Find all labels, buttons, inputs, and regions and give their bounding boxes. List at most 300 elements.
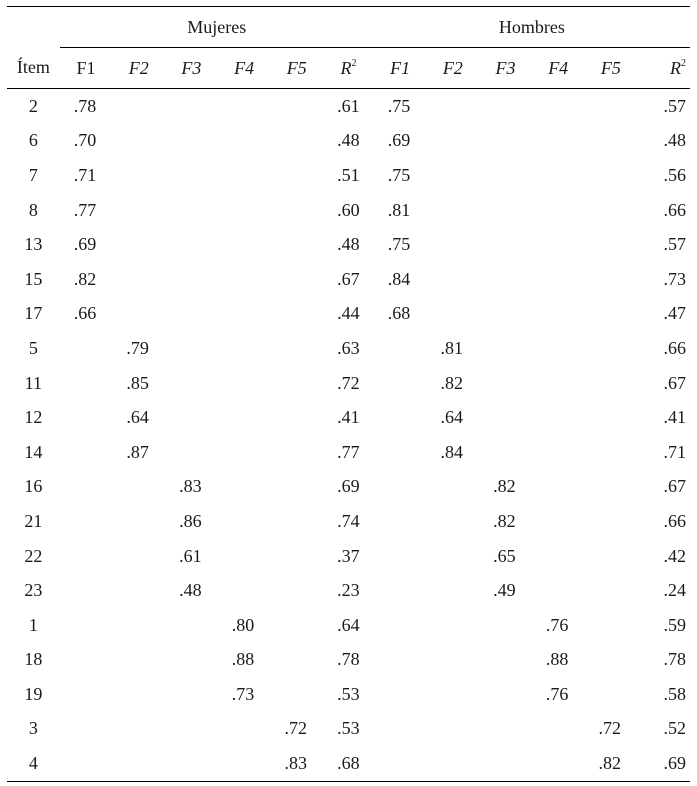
men-f1-cell xyxy=(374,366,427,401)
table-row xyxy=(7,124,690,159)
women-f3-cell xyxy=(165,227,218,262)
men-f4-cell xyxy=(532,746,585,781)
women-f2-cell xyxy=(112,89,165,124)
women-f3-cell xyxy=(165,193,218,228)
women-f5-cell: .83 xyxy=(284,753,307,774)
women-f4-cell xyxy=(218,573,271,608)
women-f1-cell xyxy=(60,643,113,678)
men-r2-cell: .24 xyxy=(663,580,686,601)
men-f5-cell xyxy=(585,331,638,366)
women-f2-cell xyxy=(112,712,165,747)
men-f4-cell xyxy=(532,504,585,539)
men-f2-cell xyxy=(426,470,479,505)
women-r2-cell: .68 xyxy=(337,753,360,774)
men-f4-cell xyxy=(532,297,585,332)
men-f4-cell xyxy=(532,366,585,401)
men-f4-cell xyxy=(532,539,585,574)
women-f5-cell xyxy=(270,677,323,712)
men-f1-cell: .75 xyxy=(387,164,411,185)
men-f1-cell xyxy=(374,539,427,574)
men-f5-cell: .72 xyxy=(598,718,622,739)
women-f4-cell xyxy=(218,227,271,262)
men-f1-cell xyxy=(374,712,427,747)
item-number: 5 xyxy=(28,337,38,358)
men-f5-cell xyxy=(585,124,638,159)
women-f1-cell xyxy=(60,470,113,505)
women-r2-cell: .72 xyxy=(337,372,360,393)
table-row xyxy=(7,643,690,678)
women-f4-cell: .80 xyxy=(231,614,255,635)
men-f4-cell xyxy=(532,331,585,366)
men-f3-cell: .82 xyxy=(493,510,516,531)
men-f4-cell xyxy=(532,262,585,297)
men-f2-cell xyxy=(426,124,479,159)
women-f3-cell xyxy=(165,746,218,781)
women-f4-cell: .73 xyxy=(231,683,255,704)
group-header-men: Hombres xyxy=(374,7,690,48)
women-f3-cell: .61 xyxy=(179,545,202,566)
item-number: 13 xyxy=(24,234,43,255)
men-f2-cell xyxy=(426,89,479,124)
table-row xyxy=(7,470,690,505)
women-r2-cell: .37 xyxy=(337,545,360,566)
men-f2-cell xyxy=(426,712,479,747)
women-f4-cell xyxy=(218,746,271,781)
women-f4-cell xyxy=(218,435,271,470)
men-f1-cell: .75 xyxy=(387,234,411,255)
women-f2-cell xyxy=(112,504,165,539)
women-f5-cell xyxy=(270,89,323,124)
table-row xyxy=(7,227,690,262)
item-number: 16 xyxy=(24,476,43,497)
column-header-row xyxy=(7,48,690,89)
women-f1-cell: .69 xyxy=(73,234,97,255)
item-number: 22 xyxy=(24,545,43,566)
men-f4-cell: .88 xyxy=(545,649,569,670)
men-f1-cell xyxy=(374,435,427,470)
table-row xyxy=(7,366,690,401)
women-f5-cell xyxy=(270,227,323,262)
men-r2-cell: .67 xyxy=(663,372,686,393)
women-r2-cell: .74 xyxy=(337,510,360,531)
men-f4-cell: .76 xyxy=(545,683,569,704)
table-row xyxy=(7,435,690,470)
women-r2-cell: .51 xyxy=(337,164,360,185)
men-r2-cell: .42 xyxy=(663,545,686,566)
women-f2-cell: .64 xyxy=(126,407,149,428)
women-f2-cell: .79 xyxy=(126,337,149,358)
women-f2-cell xyxy=(112,608,165,643)
men-f4-cell: .76 xyxy=(545,614,569,635)
men-f4-cell xyxy=(532,193,585,228)
men-f4-cell xyxy=(532,435,585,470)
men-f4-cell xyxy=(532,124,585,159)
women-f3-cell xyxy=(165,608,218,643)
men-f2-cell: .64 xyxy=(440,407,463,428)
men-r2-cell: .69 xyxy=(663,753,686,774)
table-row xyxy=(7,331,690,366)
women-f2-cell xyxy=(112,297,165,332)
women-f1-cell xyxy=(60,400,113,435)
item-number: 12 xyxy=(24,407,43,428)
men-f1-cell: .75 xyxy=(387,95,411,116)
men-f4-cell xyxy=(532,470,585,505)
women-f4-cell xyxy=(218,262,271,297)
men-f3-cell xyxy=(479,262,532,297)
women-f2-cell xyxy=(112,470,165,505)
women-f3-cell xyxy=(165,400,218,435)
women-f4-cell xyxy=(218,539,271,574)
women-f5-cell xyxy=(270,262,323,297)
men-f1-cell xyxy=(374,470,427,505)
women-f4-cell xyxy=(218,89,271,124)
men-f5-cell xyxy=(585,262,638,297)
women-f4-cell xyxy=(218,158,271,193)
women-r2-cell: .60 xyxy=(337,199,360,220)
men-f2-cell xyxy=(426,643,479,678)
women-f1-cell xyxy=(60,366,113,401)
women-f5-cell xyxy=(270,643,323,678)
men-f3-cell xyxy=(479,124,532,159)
item-number: 23 xyxy=(24,580,43,601)
header-women-r2 xyxy=(323,48,374,89)
women-f2-cell xyxy=(112,573,165,608)
women-f5-cell xyxy=(270,573,323,608)
men-r2-cell: .71 xyxy=(663,441,686,462)
men-f3-cell xyxy=(479,366,532,401)
men-f3-cell xyxy=(479,746,532,781)
women-f2-cell xyxy=(112,746,165,781)
women-f5-cell xyxy=(270,124,323,159)
factor-loadings-table xyxy=(7,6,690,782)
women-f1-cell xyxy=(60,746,113,781)
women-f5-cell xyxy=(270,366,323,401)
women-f3-cell xyxy=(165,677,218,712)
women-f2-cell xyxy=(112,193,165,228)
women-f3-cell xyxy=(165,262,218,297)
women-f3-cell xyxy=(165,124,218,159)
women-f4-cell: .88 xyxy=(231,649,255,670)
men-f2-cell xyxy=(426,677,479,712)
table-row xyxy=(7,297,690,332)
women-f3-cell: .83 xyxy=(179,476,202,497)
women-f5-cell xyxy=(270,539,323,574)
men-f3-cell xyxy=(479,712,532,747)
men-f5-cell xyxy=(585,158,638,193)
men-f5-cell xyxy=(585,539,638,574)
table-row xyxy=(7,193,690,228)
women-f1-cell xyxy=(60,504,113,539)
item-number: 18 xyxy=(24,649,43,670)
women-f5-cell xyxy=(270,435,323,470)
women-f5-cell xyxy=(270,158,323,193)
women-f3-cell: .86 xyxy=(179,510,202,531)
men-r2-cell: .47 xyxy=(663,303,686,324)
women-f1-cell xyxy=(60,539,113,574)
men-r2-cell: .57 xyxy=(663,234,686,255)
women-r2-cell: .41 xyxy=(337,407,360,428)
men-r2-cell: .57 xyxy=(663,95,686,116)
men-f1-cell: .68 xyxy=(387,303,411,324)
men-f5-cell xyxy=(585,366,638,401)
table-row xyxy=(7,89,690,124)
women-f1-cell: .77 xyxy=(73,199,97,220)
header-men-f3: F3 xyxy=(495,57,516,78)
item-number: 8 xyxy=(28,199,38,220)
men-f5-cell xyxy=(585,89,638,124)
women-f4-cell xyxy=(218,504,271,539)
women-f1-cell: .70 xyxy=(73,130,97,151)
men-f2-cell xyxy=(426,227,479,262)
men-f5-cell xyxy=(585,193,638,228)
women-f2-cell: .85 xyxy=(126,372,149,393)
men-r2-cell: .58 xyxy=(663,683,686,704)
men-f3-cell xyxy=(479,193,532,228)
women-r2-cell: .23 xyxy=(337,580,360,601)
table-body xyxy=(7,89,690,782)
header-men-f2: F2 xyxy=(442,57,463,78)
header-men-f4: F4 xyxy=(548,57,569,78)
men-f5-cell xyxy=(585,470,638,505)
men-r2-cell: .78 xyxy=(663,649,686,670)
men-f3-cell xyxy=(479,400,532,435)
women-r2-cell: .53 xyxy=(337,683,360,704)
women-f4-cell xyxy=(218,297,271,332)
men-r2-cell: .59 xyxy=(663,614,686,635)
men-r2-cell: .73 xyxy=(663,268,686,289)
women-r2-cell: .48 xyxy=(337,130,360,151)
table-row xyxy=(7,573,690,608)
item-number: 3 xyxy=(28,718,38,739)
item-number: 21 xyxy=(24,510,43,531)
item-number: 15 xyxy=(24,268,43,289)
women-f1-cell xyxy=(60,608,113,643)
men-f4-cell xyxy=(532,227,585,262)
women-f3-cell xyxy=(165,297,218,332)
women-f1-cell xyxy=(60,331,113,366)
men-f2-cell: .82 xyxy=(440,372,463,393)
women-f4-cell xyxy=(218,712,271,747)
women-f2-cell xyxy=(112,643,165,678)
men-f2-cell xyxy=(426,297,479,332)
header-women-r2-r: R xyxy=(340,57,352,78)
table-row xyxy=(7,158,690,193)
item-number: 14 xyxy=(24,441,43,462)
table-row xyxy=(7,400,690,435)
women-f5-cell xyxy=(270,608,323,643)
men-f3-cell xyxy=(479,435,532,470)
item-number: 1 xyxy=(28,614,38,635)
women-f2-cell xyxy=(112,539,165,574)
table-row xyxy=(7,262,690,297)
men-r2-cell: .48 xyxy=(663,130,686,151)
women-f1-cell xyxy=(60,677,113,712)
men-f1-cell xyxy=(374,331,427,366)
men-f5-cell xyxy=(585,677,638,712)
women-f1-cell xyxy=(60,573,113,608)
men-f5-cell xyxy=(585,435,638,470)
men-f2-cell: .84 xyxy=(440,441,463,462)
group-header-row xyxy=(7,7,690,48)
men-f3-cell xyxy=(479,331,532,366)
group-header-blank xyxy=(7,7,60,48)
men-f2-cell xyxy=(426,608,479,643)
table-row xyxy=(7,746,690,781)
women-r2-cell: .67 xyxy=(337,268,360,289)
men-f5-cell xyxy=(585,400,638,435)
women-f1-cell xyxy=(60,712,113,747)
women-r2-cell: .77 xyxy=(337,441,360,462)
women-f2-cell xyxy=(112,124,165,159)
men-f5-cell xyxy=(585,608,638,643)
women-r2-cell: .78 xyxy=(337,649,360,670)
women-f1-cell: .66 xyxy=(73,303,97,324)
women-f2-cell: .87 xyxy=(126,441,149,462)
women-f4-cell xyxy=(218,470,271,505)
item-number: 7 xyxy=(28,164,38,185)
women-r2-cell: .61 xyxy=(337,95,360,116)
women-f5-cell xyxy=(270,400,323,435)
women-f1-cell: .71 xyxy=(73,164,97,185)
header-item: Ítem xyxy=(16,57,50,78)
table-row xyxy=(7,539,690,574)
table-row xyxy=(7,677,690,712)
men-f2-cell xyxy=(426,504,479,539)
men-f1-cell: .84 xyxy=(387,268,411,289)
header-men-r2-r: R xyxy=(670,57,681,78)
women-f5-cell xyxy=(270,193,323,228)
men-f5-cell xyxy=(585,504,638,539)
men-f2-cell: .81 xyxy=(440,337,463,358)
women-r2-cell: .53 xyxy=(337,718,360,739)
men-r2-cell: .66 xyxy=(663,337,686,358)
men-f4-cell xyxy=(532,573,585,608)
men-f3-cell xyxy=(479,677,532,712)
men-f1-cell xyxy=(374,608,427,643)
men-r2-cell: .41 xyxy=(663,407,686,428)
women-f5-cell xyxy=(270,504,323,539)
women-f2-cell xyxy=(112,227,165,262)
women-f4-cell xyxy=(218,366,271,401)
item-number: 4 xyxy=(28,753,38,774)
header-men-r2-exp: 2 xyxy=(681,57,686,69)
table-row xyxy=(7,712,690,747)
header-men-r2 xyxy=(637,48,690,89)
men-f3-cell xyxy=(479,643,532,678)
men-f2-cell xyxy=(426,158,479,193)
women-f5-cell: .72 xyxy=(284,718,307,739)
men-f3-cell: .82 xyxy=(493,476,516,497)
item-number: 11 xyxy=(24,372,43,393)
table-row xyxy=(7,504,690,539)
women-f3-cell xyxy=(165,158,218,193)
women-r2-cell: .69 xyxy=(337,476,360,497)
women-f4-cell xyxy=(218,193,271,228)
men-f5-cell xyxy=(585,297,638,332)
men-f3-cell: .49 xyxy=(493,580,516,601)
men-r2-cell: .66 xyxy=(663,199,686,220)
men-f4-cell xyxy=(532,400,585,435)
men-f5-cell: .82 xyxy=(598,753,622,774)
men-f5-cell xyxy=(585,227,638,262)
men-f1-cell xyxy=(374,573,427,608)
women-f4-cell xyxy=(218,331,271,366)
women-f5-cell xyxy=(270,470,323,505)
women-f1-cell: .78 xyxy=(73,95,97,116)
men-f1-cell: .81 xyxy=(387,199,411,220)
men-r2-cell: .56 xyxy=(663,164,686,185)
men-f1-cell xyxy=(374,504,427,539)
women-r2-cell: .64 xyxy=(337,614,360,635)
header-women-r2-exp: 2 xyxy=(351,57,357,69)
women-f2-cell xyxy=(112,262,165,297)
men-f1-cell xyxy=(374,677,427,712)
men-f3-cell: .65 xyxy=(493,545,516,566)
men-f2-cell xyxy=(426,193,479,228)
women-f3-cell xyxy=(165,712,218,747)
women-f3-cell xyxy=(165,643,218,678)
men-f2-cell xyxy=(426,539,479,574)
men-f2-cell xyxy=(426,746,479,781)
men-f1-cell xyxy=(374,400,427,435)
men-f4-cell xyxy=(532,712,585,747)
women-f2-cell xyxy=(112,677,165,712)
men-f5-cell xyxy=(585,643,638,678)
item-number: 17 xyxy=(24,303,43,324)
header-women-f5: F5 xyxy=(286,57,307,78)
men-f4-cell xyxy=(532,158,585,193)
women-f3-cell xyxy=(165,366,218,401)
women-f3-cell xyxy=(165,331,218,366)
item-number: 6 xyxy=(28,130,38,151)
women-f3-cell: .48 xyxy=(179,580,202,601)
women-f1-cell xyxy=(60,435,113,470)
women-f4-cell xyxy=(218,124,271,159)
men-f4-cell xyxy=(532,89,585,124)
women-f1-cell: .82 xyxy=(73,268,97,289)
women-r2-cell: .63 xyxy=(337,337,360,358)
header-women-f2: F2 xyxy=(128,57,149,78)
women-r2-cell: .48 xyxy=(337,234,360,255)
women-f3-cell xyxy=(165,435,218,470)
header-men-f5: F5 xyxy=(600,57,621,78)
group-header-women: Mujeres xyxy=(60,7,374,48)
header-women-f1: F1 xyxy=(76,57,96,78)
men-f1-cell: .69 xyxy=(387,130,411,151)
header-women-f3: F3 xyxy=(181,57,202,78)
women-f5-cell xyxy=(270,331,323,366)
men-f3-cell xyxy=(479,89,532,124)
men-f3-cell xyxy=(479,608,532,643)
men-f5-cell xyxy=(585,573,638,608)
men-f2-cell xyxy=(426,262,479,297)
women-r2-cell: .44 xyxy=(337,303,360,324)
women-f2-cell xyxy=(112,158,165,193)
men-f3-cell xyxy=(479,227,532,262)
men-r2-cell: .52 xyxy=(663,718,686,739)
men-f3-cell xyxy=(479,158,532,193)
men-r2-cell: .66 xyxy=(663,510,686,531)
men-f1-cell xyxy=(374,643,427,678)
header-men-f1: F1 xyxy=(390,57,411,78)
women-f3-cell xyxy=(165,89,218,124)
table-row xyxy=(7,608,690,643)
men-f3-cell xyxy=(479,297,532,332)
item-number: 2 xyxy=(28,95,38,116)
women-f4-cell xyxy=(218,400,271,435)
men-f1-cell xyxy=(374,746,427,781)
header-women-f4: F4 xyxy=(234,57,255,78)
